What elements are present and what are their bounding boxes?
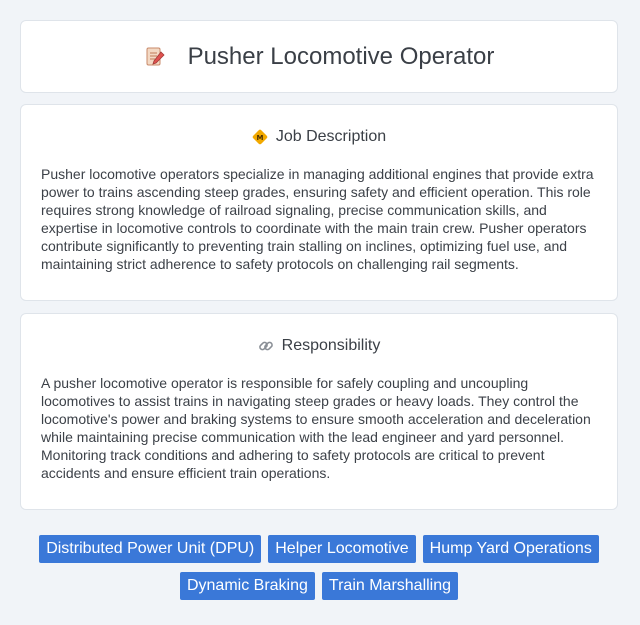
page-title: Pusher Locomotive Operator [187,42,495,70]
responsibility-card [20,313,618,510]
document-icon [144,46,166,68]
responsibility-heading: Responsibility [281,337,381,354]
badge-icon [252,129,268,145]
tag-hump-yard-operations[interactable]: Hump Yard Operations [423,535,599,563]
tag-dynamic-braking[interactable]: Dynamic Braking [180,572,315,600]
tag-train-marshalling[interactable]: Train Marshalling [322,572,458,600]
job-description-card [20,104,618,301]
svg-text:M: M [256,134,264,142]
job-description-heading: Job Description [275,128,387,145]
title-card [20,20,618,93]
responsibility-header [21,336,617,356]
tag-distributed-power-unit[interactable]: Distributed Power Unit (DPU) [39,535,261,563]
job-description-header [21,127,617,147]
tag-helper-locomotive[interactable]: Helper Locomotive [268,535,415,563]
link-icon [258,338,274,354]
job-description-text: Pusher locomotive operators specialize in managing additional engines that provide extra power to trains ascending steep grades, ensuring safety and efficient operation. This role requires strong knowledge of railroad signaling, precise communication skills, and expertise in locomotive controls to coordinate with the main train crew. Pusher operators contribute significantly to preventing train stalling on inclines, optimizing fuel use, and maintaining strict adherence to safety protocols on challenging rail segments. [41,166,594,272]
responsibility-text: A pusher locomotive operator is responsible for safely coupling and uncoupling locomotives to assist trains in navigating steep grades or heavy loads. They control the locomotive's power and braking systems to ensure smooth acceleration and deceleration while maintaining precise communication with the lead engineer and yard personnel. Monitoring track conditions and adhering to safety protocols are critical to prevent accidents and ensure efficient train operations. [41,375,591,481]
tag-list [20,535,618,600]
